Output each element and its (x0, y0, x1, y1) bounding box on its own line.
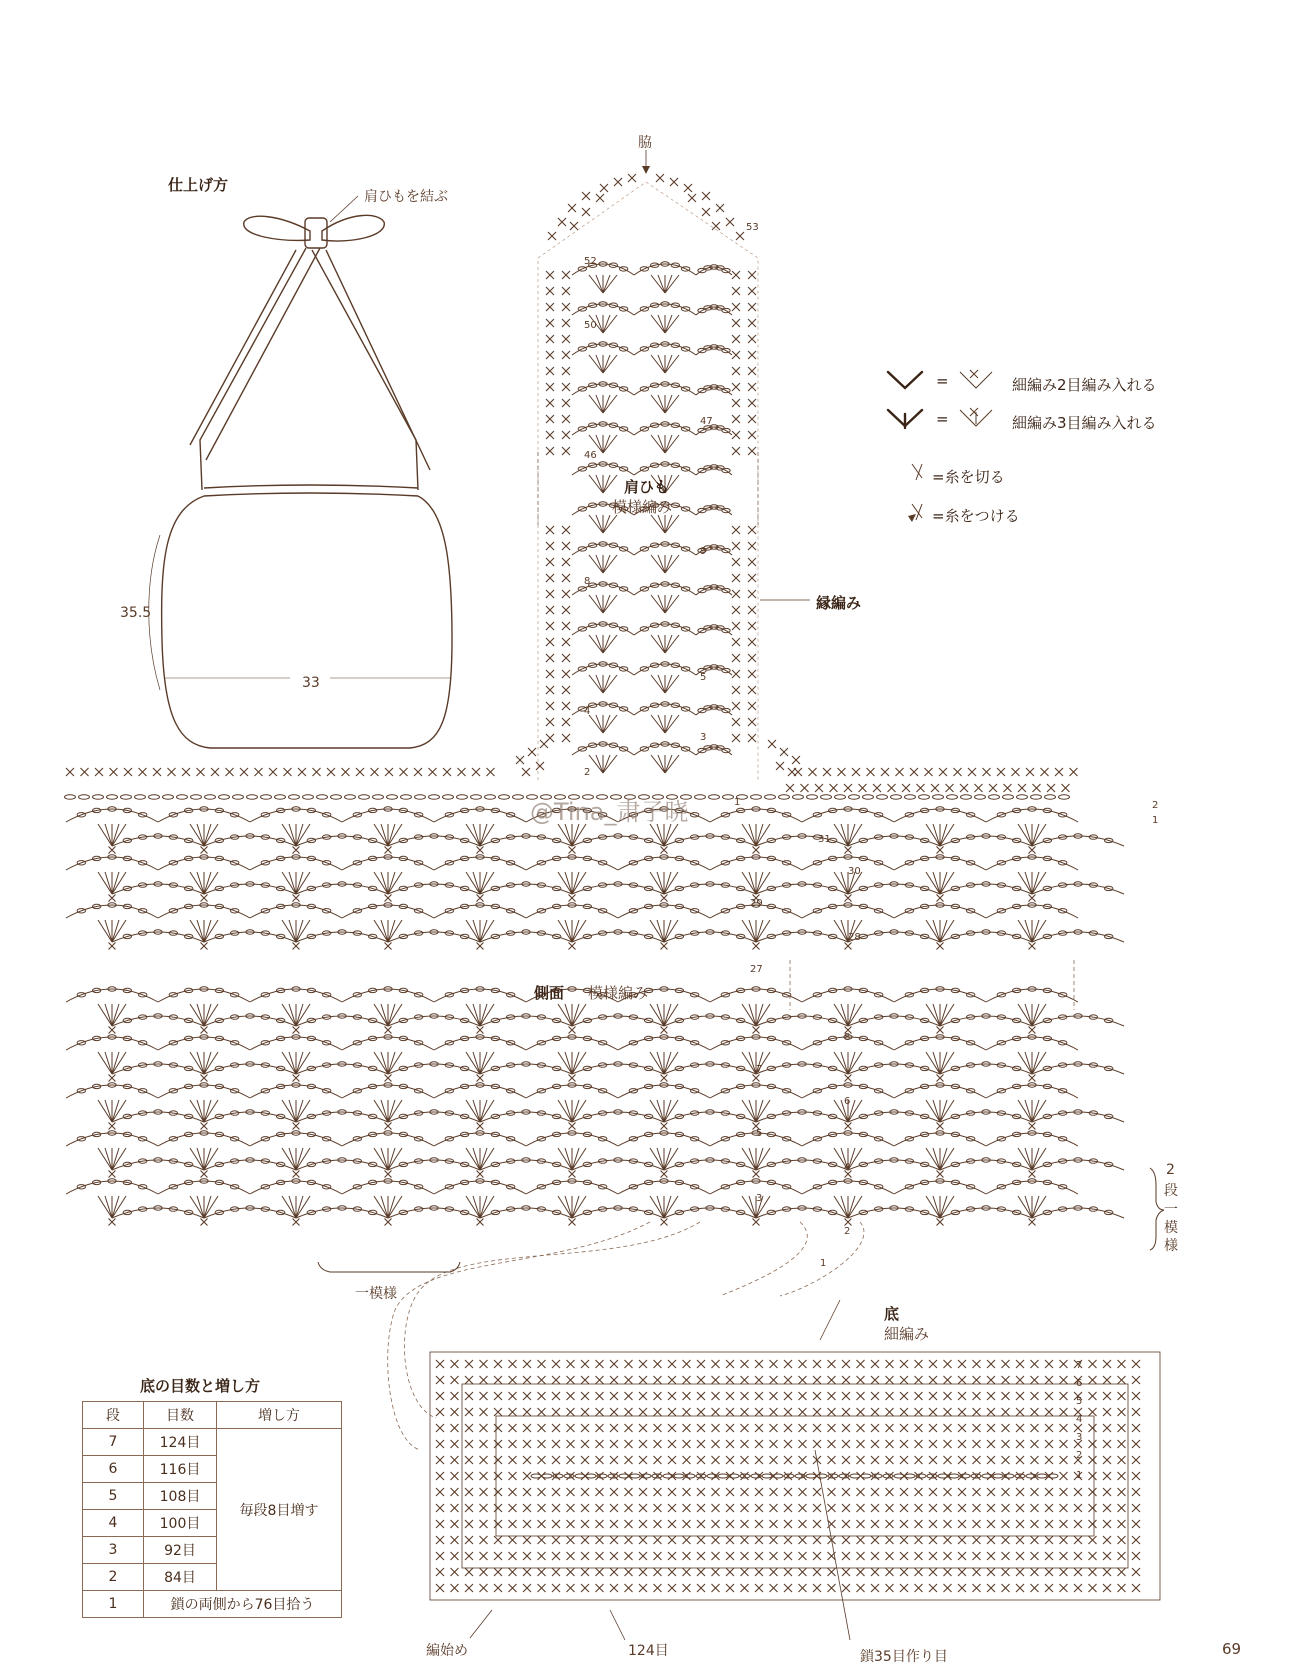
table-cell-count: 124目 (144, 1429, 217, 1456)
two-row-label-5: 様 (1164, 1238, 1178, 1254)
table-cell-pickup: 鎖の両側から76目拾う (144, 1591, 342, 1618)
row-number: 1 (1076, 1470, 1083, 1481)
row-number: 29 (750, 898, 763, 909)
page-number: 69 (1222, 1640, 1242, 1658)
chain-label: 鎖35目作り目 (860, 1649, 948, 1665)
row-number: 52 (584, 256, 597, 267)
table-cell-count: 100目 (144, 1510, 217, 1537)
row-number: 4 (844, 1162, 851, 1173)
row-number: 30 (848, 866, 861, 877)
two-row-label-4: 模 (1164, 1220, 1178, 1236)
edge-label: 縁編み (816, 594, 862, 612)
row-number: 28 (848, 932, 861, 943)
table-cell-row: 1 (83, 1591, 144, 1618)
tie-label: 肩ひもを結ぶ (364, 189, 448, 205)
legend-item-3: =糸を切る (932, 468, 1005, 486)
two-row-label-2: 段 (1164, 1183, 1178, 1199)
row-number: 27 (750, 964, 763, 975)
table-cell-row: 5 (83, 1483, 144, 1510)
row-number: 50 (584, 320, 597, 331)
table-cell-row: 3 (83, 1537, 144, 1564)
table-cell-row: 4 (83, 1510, 144, 1537)
header-row: 段 (83, 1402, 144, 1429)
legend-eq-2: = (936, 410, 949, 428)
side-subtitle: 模様編み (588, 984, 649, 1002)
start-label: 編始め (426, 1643, 468, 1659)
row-number: 1 (734, 797, 741, 808)
bottom-subtitle: 細編み (884, 1325, 930, 1343)
row-number: 8 (584, 576, 591, 587)
table-cell-row: 2 (83, 1564, 144, 1591)
row-number: 47 (700, 416, 713, 427)
row-number: 7 (1076, 1360, 1083, 1371)
width-label: 33 (302, 675, 320, 691)
row-number: 3 (1076, 1432, 1083, 1443)
row-number: 4 (584, 706, 591, 717)
table-cell-count: 116目 (144, 1456, 217, 1483)
legend-item-1: 細編み2目編み入れる (1012, 376, 1157, 394)
row-number: 5 (700, 672, 707, 683)
table-cell-count: 92目 (144, 1537, 217, 1564)
repeat-label: 一模様 (355, 1286, 397, 1302)
row-number: 5 (756, 1128, 763, 1139)
count-label: 124目 (628, 1643, 669, 1659)
legend-item-4: =糸をつける (932, 507, 1020, 525)
row-number: 5 (1076, 1396, 1083, 1407)
table-cell-count: 108目 (144, 1483, 217, 1510)
row-number: 3 (700, 732, 707, 743)
row-number: 4 (1076, 1414, 1083, 1425)
row-number: 3 (756, 1193, 763, 1204)
row-number: 8 (844, 1032, 851, 1043)
table-title: 底の目数と増し方 (140, 1377, 261, 1395)
bottom-title: 底 (884, 1305, 900, 1323)
table-cell-row: 7 (83, 1429, 144, 1456)
height-label: 35.5 (120, 605, 152, 621)
watermark: @Tina_肃子晓 (530, 798, 689, 826)
strap-subtitle: 模様編み (612, 498, 673, 516)
table-row (83, 1591, 342, 1618)
strap-title: 肩ひも (624, 478, 670, 496)
row-number: 53 (746, 222, 759, 233)
row-number: 7 (756, 1064, 763, 1075)
table-cell-row: 6 (83, 1456, 144, 1483)
row-number: 2 (1076, 1450, 1083, 1461)
row-number: 2 (584, 767, 591, 778)
row-number: 6 (844, 1096, 851, 1107)
table-row (83, 1429, 342, 1456)
header-increase: 増し方 (217, 1402, 342, 1429)
row-number: 1 (1152, 815, 1159, 826)
legend-item-2: 細編み3目編み入れる (1012, 414, 1157, 432)
row-number: 2 (844, 1226, 851, 1237)
row-number: 6 (1076, 1378, 1083, 1389)
row-number: 2 (1152, 800, 1159, 811)
row-number: 1 (820, 1258, 827, 1269)
finishing-title: 仕上げ方 (168, 176, 229, 194)
row-number: 9 (700, 546, 707, 557)
table-cell-count: 84目 (144, 1564, 217, 1591)
legend-eq-1: = (936, 372, 949, 390)
table-cell-increase: 毎段8目増す (217, 1429, 342, 1591)
header-count: 目数 (144, 1402, 217, 1429)
row-number: 46 (584, 450, 597, 461)
increase-table (82, 1401, 342, 1618)
two-row-label-1: 2 (1166, 1162, 1175, 1178)
two-row-label-3: 一 (1164, 1202, 1178, 1218)
strap-top-label: 脇 (638, 135, 652, 151)
row-number: 31 (818, 834, 831, 845)
side-title: 側面 (534, 984, 565, 1002)
